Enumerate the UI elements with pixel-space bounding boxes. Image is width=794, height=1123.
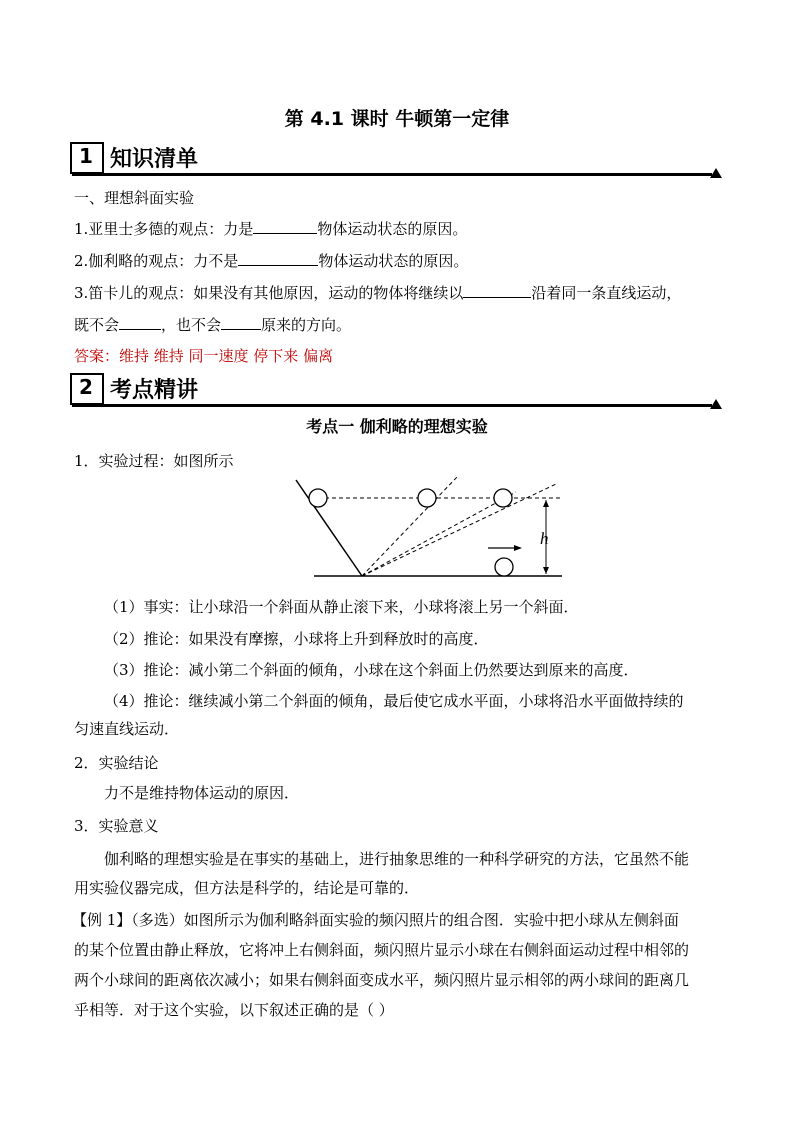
answer-line: 答案：维持 维持 同一速度 停下来 偏离 bbox=[74, 347, 334, 365]
text: 1.亚里士多德的观点：力是 bbox=[74, 220, 254, 238]
conclusion: 力不是维持物体运动的原因． bbox=[104, 784, 300, 802]
fill-line-aristotle bbox=[74, 218, 467, 239]
example-line-2: 的某个位置由静止释放，它将冲上右侧斜面，频闪照片显示小球在右侧斜面运动过程中相邻的 bbox=[74, 941, 690, 959]
section-header-key-points bbox=[72, 373, 722, 407]
text: 物体运动状态的原因。 bbox=[317, 220, 468, 238]
example-line-4: 乎相等．对于这个实验，以下叙述正确的是（ ） bbox=[74, 1001, 394, 1019]
blank bbox=[119, 315, 161, 330]
point-2: （2）推论：如果没有摩擦，小球将上升到释放时的高度． bbox=[104, 630, 489, 648]
point-1: （1）事实：让小球沿一个斜面从静止滚下来，小球将滚上另一个斜面． bbox=[104, 598, 579, 616]
fill-line-descartes bbox=[74, 282, 681, 303]
step-1-heading: 1．实验过程：如图所示 bbox=[74, 452, 234, 470]
page-title: 第 4.1 课时 牛顿第一定律 bbox=[284, 108, 510, 130]
text: 既不会 bbox=[74, 316, 120, 334]
medium-incline bbox=[362, 492, 516, 576]
height-label: h bbox=[540, 529, 549, 548]
section-rule bbox=[72, 404, 712, 407]
blank bbox=[253, 219, 317, 234]
ideal-incline-figure bbox=[290, 474, 570, 586]
key-point-heading: 考点一 伽利略的理想实验 bbox=[306, 417, 488, 436]
ball-right bbox=[494, 489, 512, 507]
triangle-marker-icon bbox=[710, 168, 722, 178]
section-number: 2 bbox=[79, 375, 93, 399]
meaning-line-2: 用实验仪器完成，但方法是科学的，结论是可靠的． bbox=[74, 879, 420, 897]
step-2-heading: 2．实验结论 bbox=[74, 754, 159, 772]
text: 沿着同一条直线运动， bbox=[531, 284, 682, 302]
blank bbox=[463, 283, 531, 298]
subheading-ideal-incline: 一、理想斜面实验 bbox=[74, 189, 195, 207]
ball-left bbox=[309, 489, 327, 507]
steep-incline bbox=[362, 476, 458, 576]
text: 2.伽利略的观点：力不是 bbox=[74, 252, 239, 270]
step-3-heading: 3．实验意义 bbox=[74, 817, 159, 835]
meaning-line-1: 伽利略的理想实验是在事实的基础上，进行抽象思维的一种科学研究的方法，它虽然不能 bbox=[104, 850, 690, 868]
text: 原来的方向。 bbox=[261, 316, 352, 334]
ball-middle bbox=[418, 489, 436, 507]
section-title: 知识清单 bbox=[110, 147, 199, 172]
ball-ground bbox=[495, 558, 513, 576]
point-4-cont: 匀速直线运动． bbox=[74, 720, 180, 738]
section-rule bbox=[72, 173, 712, 176]
blank bbox=[221, 315, 261, 330]
example-line-3: 两个小球间的距离依次减小；如果右侧斜面变成水平，频闪照片显示相邻的两小球间的距离几 bbox=[74, 971, 690, 989]
fill-line-descartes-cont bbox=[74, 314, 351, 335]
section-title: 考点精讲 bbox=[110, 378, 199, 403]
point-4: （4）推论：继续减小第二个斜面的倾角，最后使它成水平面，小球将沿水平面做持续的 bbox=[104, 692, 684, 710]
left-incline bbox=[296, 480, 362, 576]
text: 物体运动状态的原因。 bbox=[318, 252, 469, 270]
point-3: （3）推论：减小第二个斜面的倾角，小球在这个斜面上仍然要达到原来的高度． bbox=[104, 661, 639, 679]
text: ，也不会 bbox=[161, 316, 222, 334]
example-line-1: 【例 1】（多选）如图所示为伽利略斜面实验的频闪照片的组合图．实验中把小球从左侧斜面 bbox=[72, 911, 679, 929]
blank bbox=[238, 251, 318, 266]
fill-line-galileo bbox=[74, 250, 468, 271]
section-header-knowledge bbox=[72, 142, 722, 176]
arrow-head-icon bbox=[514, 545, 522, 551]
section-number: 1 bbox=[79, 144, 93, 168]
height-arrow-bottom-icon bbox=[543, 567, 549, 574]
text: 3.笛卡儿的观点：如果没有其他原因，运动的物体将继续以 bbox=[74, 284, 464, 302]
height-arrow-top-icon bbox=[543, 500, 549, 507]
triangle-marker-icon bbox=[710, 399, 722, 409]
